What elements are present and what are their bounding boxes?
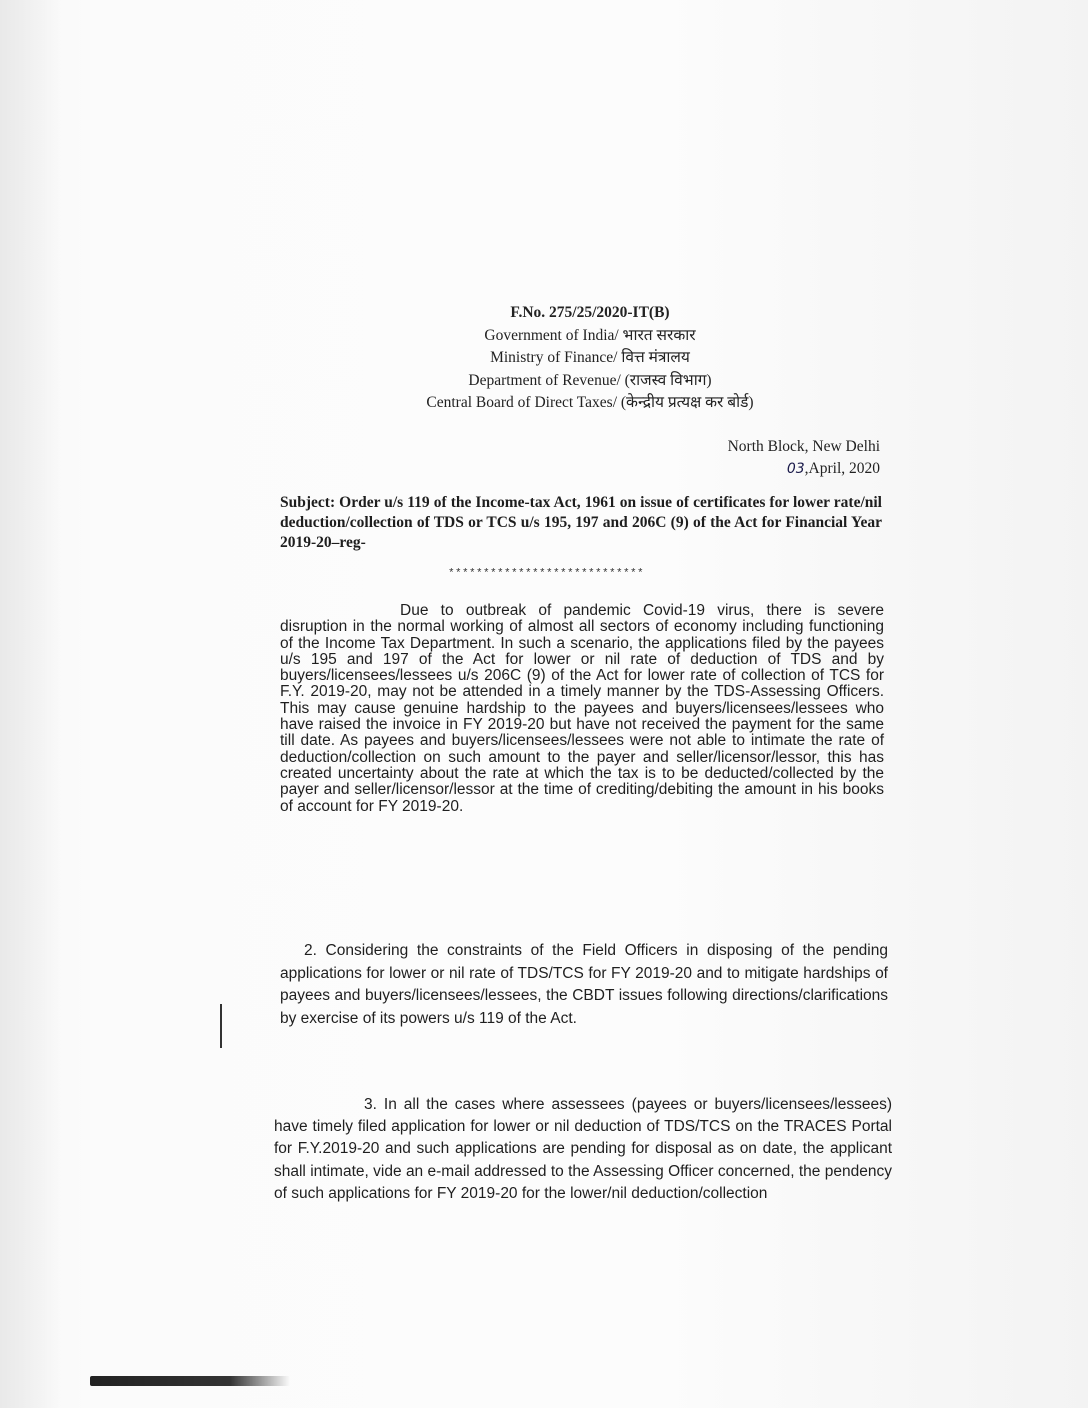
- paragraph-2: 2. Considering the constraints of the Field Officers in disposing of the pending applications for lower or nil rate of TDS/TCS for FY 2019-20 and to mitigate hardships of payees and buyers/licensees/lessees, the CBDT issues following directions/clarifications by exercise of its powers u/s 119 of the Act.: [280, 942, 888, 1027]
- letter-header: [360, 302, 820, 415]
- paper-edge-shadow: [0, 0, 60, 1408]
- header-line-government: Government of India/ भारत सरकार: [484, 326, 696, 344]
- header-line-department: Department of Revenue/ (राजस्व विभाग): [468, 371, 712, 389]
- header-line-ministry: Ministry of Finance/ वित्त मंत्रालय: [490, 349, 690, 366]
- header-line-board: Central Board of Direct Taxes/ (केन्द्रीय प्रत्यक्ष कर बोर्ड): [426, 394, 754, 411]
- place-location: North Block, New Delhi: [727, 438, 880, 455]
- margin-mark: [220, 1004, 222, 1048]
- paragraph-3: 3. In all the cases where assessees (payees or buyers/licensees/lessees) have timely filed application for lower or nil deduction of TDS/TCS on the TRACES Portal for F.Y.2019-20 and such applications are pending for disposal as on date, the applicant shall intimate, vide an e-mail addressed to the Assessing Officer concerned, the pendency of such applications for FY 2019-20 for the lower/nil deduction/collection: [274, 1096, 892, 1202]
- date-line: 03,April, 2020: [786, 460, 880, 477]
- date-month-year: April, 2020: [808, 460, 880, 477]
- place-and-date: [680, 436, 880, 480]
- handwritten-date-day: 03: [786, 461, 805, 477]
- file-number: F.No. 275/25/2020-IT(B): [510, 304, 670, 321]
- paragraph-1: Due to outbreak of pandemic Covid-19 virus, there is severe disruption in the normal working of almost all sectors of economy including functioning of the Income Tax Department. In such a scenario, the applications filed by the payees u/s 195 and 197 of the Act for lower or nil rate of deduction of TDS and by buyers/licensees/lessees u/s 206C (9) of the Act for lower rate of collection of TCS for F.Y. 2019-20, may not be attended in a timely manner by the TDS-Assessing Officers. This may cause genuine hardship to the payees and buyers/licensees/lessees who have raised the invoice in FY 2019-20 but have not received the payment for the same till date. As payees and buyers/licensees/lessees were not able to intimate the rate of deduction/collection on such amount to the payer and seller/licensor/lessor, this has created uncertainty about the rate at which the tax is to be deducted/collected by the payer and seller/licensor/lessor at the time of crediting/debiting the amount in his books of account for FY 2019-20.: [280, 602, 884, 815]
- bottom-edge-shadow: [90, 1376, 290, 1386]
- subject-line: Subject: Order u/s 119 of the Income-tax Act, 1961 on issue of certificates for lower rate/nil deduction/collection of TDS or TCS u/s 195, 197 and 206C (9) of the Act for Financial Year 2019-20–reg-: [280, 494, 882, 551]
- separator-stars: ****************************: [448, 568, 645, 580]
